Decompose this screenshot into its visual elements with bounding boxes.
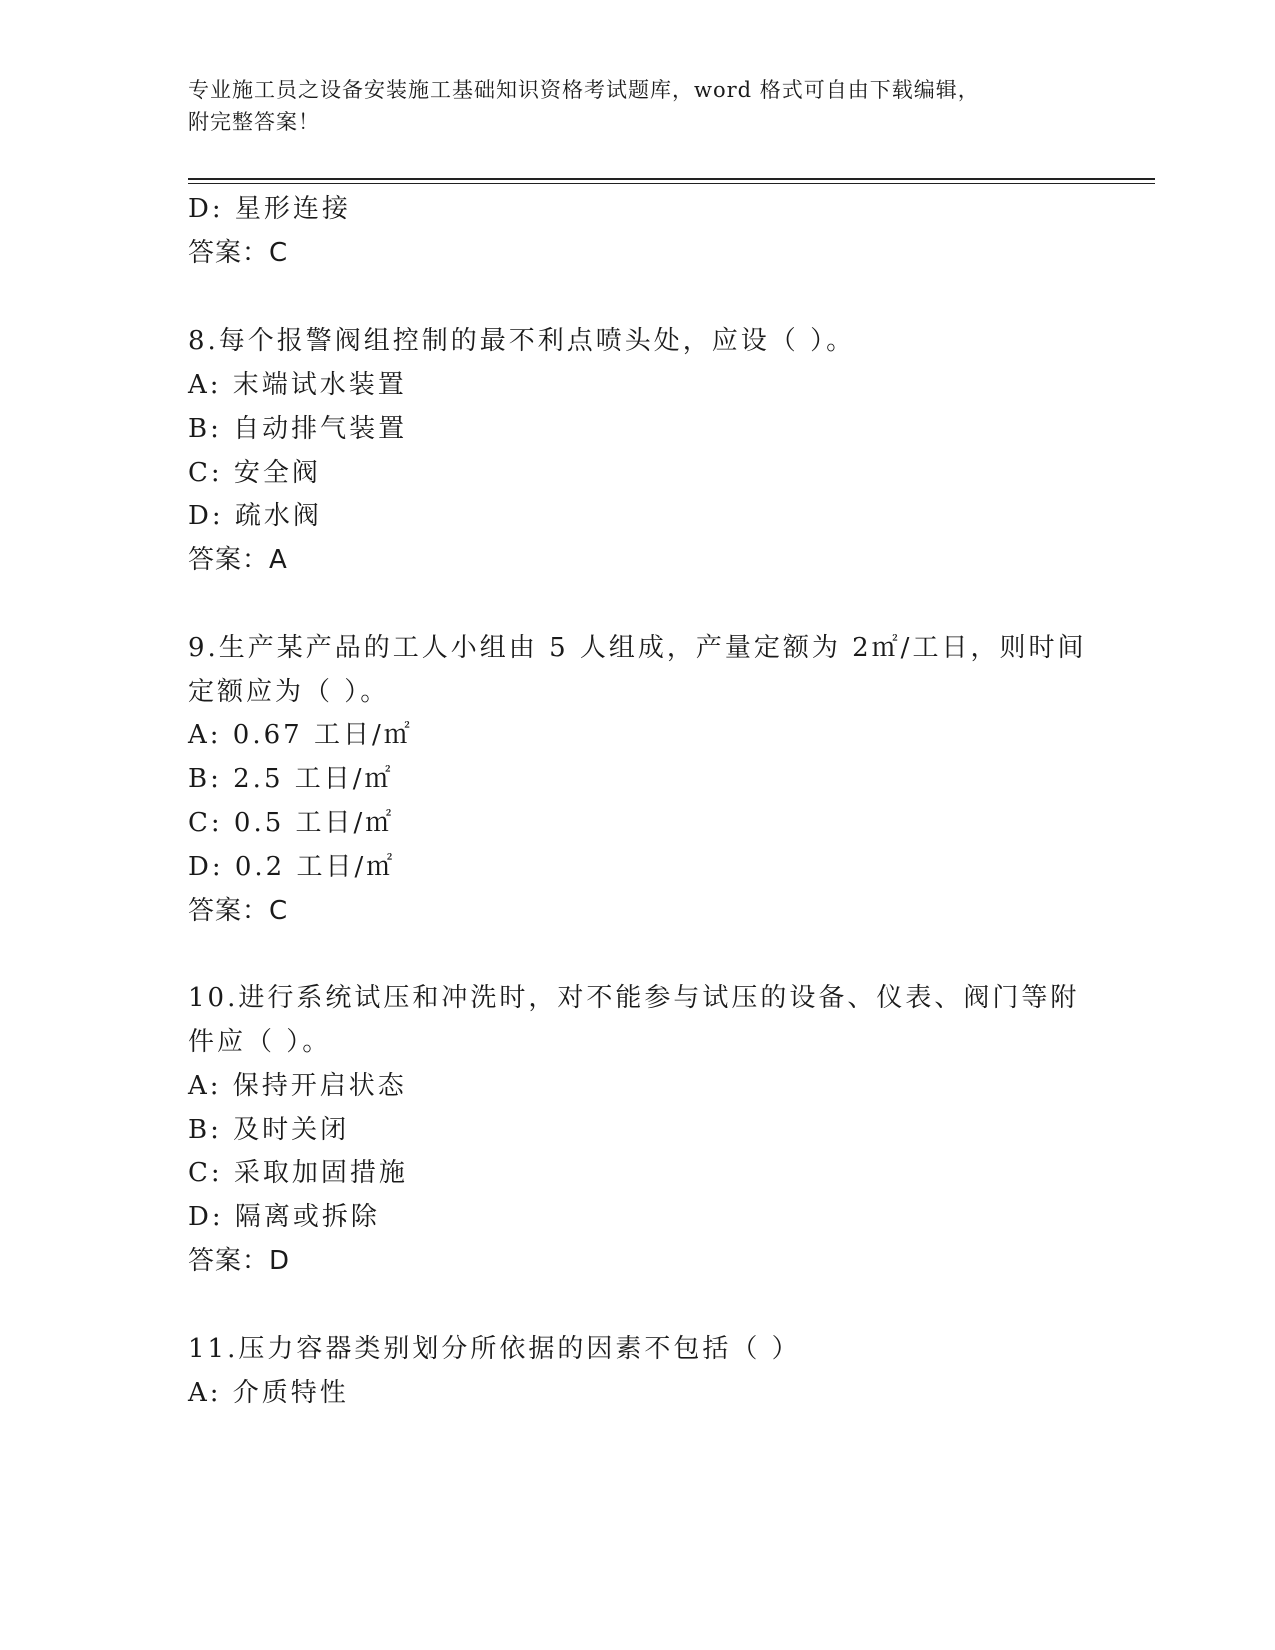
header-line-2: 附完整答案！	[188, 110, 320, 134]
option-d: D: 隔离或拆除	[188, 1202, 380, 1232]
answer: 答案：A	[188, 545, 288, 575]
question-stem: 10.进行系统试压和冲洗时，对不能参与试压的设备、仪表、阀门等附	[188, 983, 1080, 1013]
question-stem-continued: 件应（ ）。	[188, 1027, 332, 1057]
question-stem: 8.每个报警阀组控制的最不利点喷头处，应设（ ）。	[188, 326, 856, 356]
option-c: C: 安全阀	[188, 458, 321, 488]
option-b: B: 2.5 工日/㎡	[188, 764, 394, 794]
option-d: D: 星形连接	[188, 194, 351, 224]
question-stem: 9.生产某产品的工人小组由 5 人组成，产量定额为 2㎡/工日，则时间	[188, 633, 1087, 663]
option-b: B: 自动排气装置	[188, 414, 408, 444]
document-header	[188, 74, 1088, 138]
header-divider-thick	[188, 178, 1155, 180]
option-b: B: 及时关闭	[188, 1115, 350, 1145]
header-divider-thin	[188, 183, 1155, 184]
option-a: A: 末端试水装置	[188, 370, 407, 400]
option-c: C: 采取加固措施	[188, 1158, 408, 1188]
question-stem: 11.压力容器类别划分所依据的因素不包括（ ）	[188, 1334, 801, 1364]
option-a: A: 保持开启状态	[188, 1071, 407, 1101]
answer: 答案：C	[188, 238, 289, 268]
question-stem-continued: 定额应为（ ）。	[188, 677, 390, 707]
header-line-1: 专业施工员之设备安装施工基础知识资格考试题库，word 格式可自由下载编辑，	[188, 78, 980, 102]
option-d: D: 0.2 工日/㎡	[188, 852, 396, 882]
answer: 答案：C	[188, 896, 289, 926]
option-a: A: 介质特性	[188, 1378, 349, 1408]
option-a: A: 0.67 工日/㎡	[188, 720, 413, 750]
option-d: D: 疏水阀	[188, 501, 322, 531]
answer: 答案：D	[188, 1246, 291, 1276]
option-c: C: 0.5 工日/㎡	[188, 808, 395, 838]
